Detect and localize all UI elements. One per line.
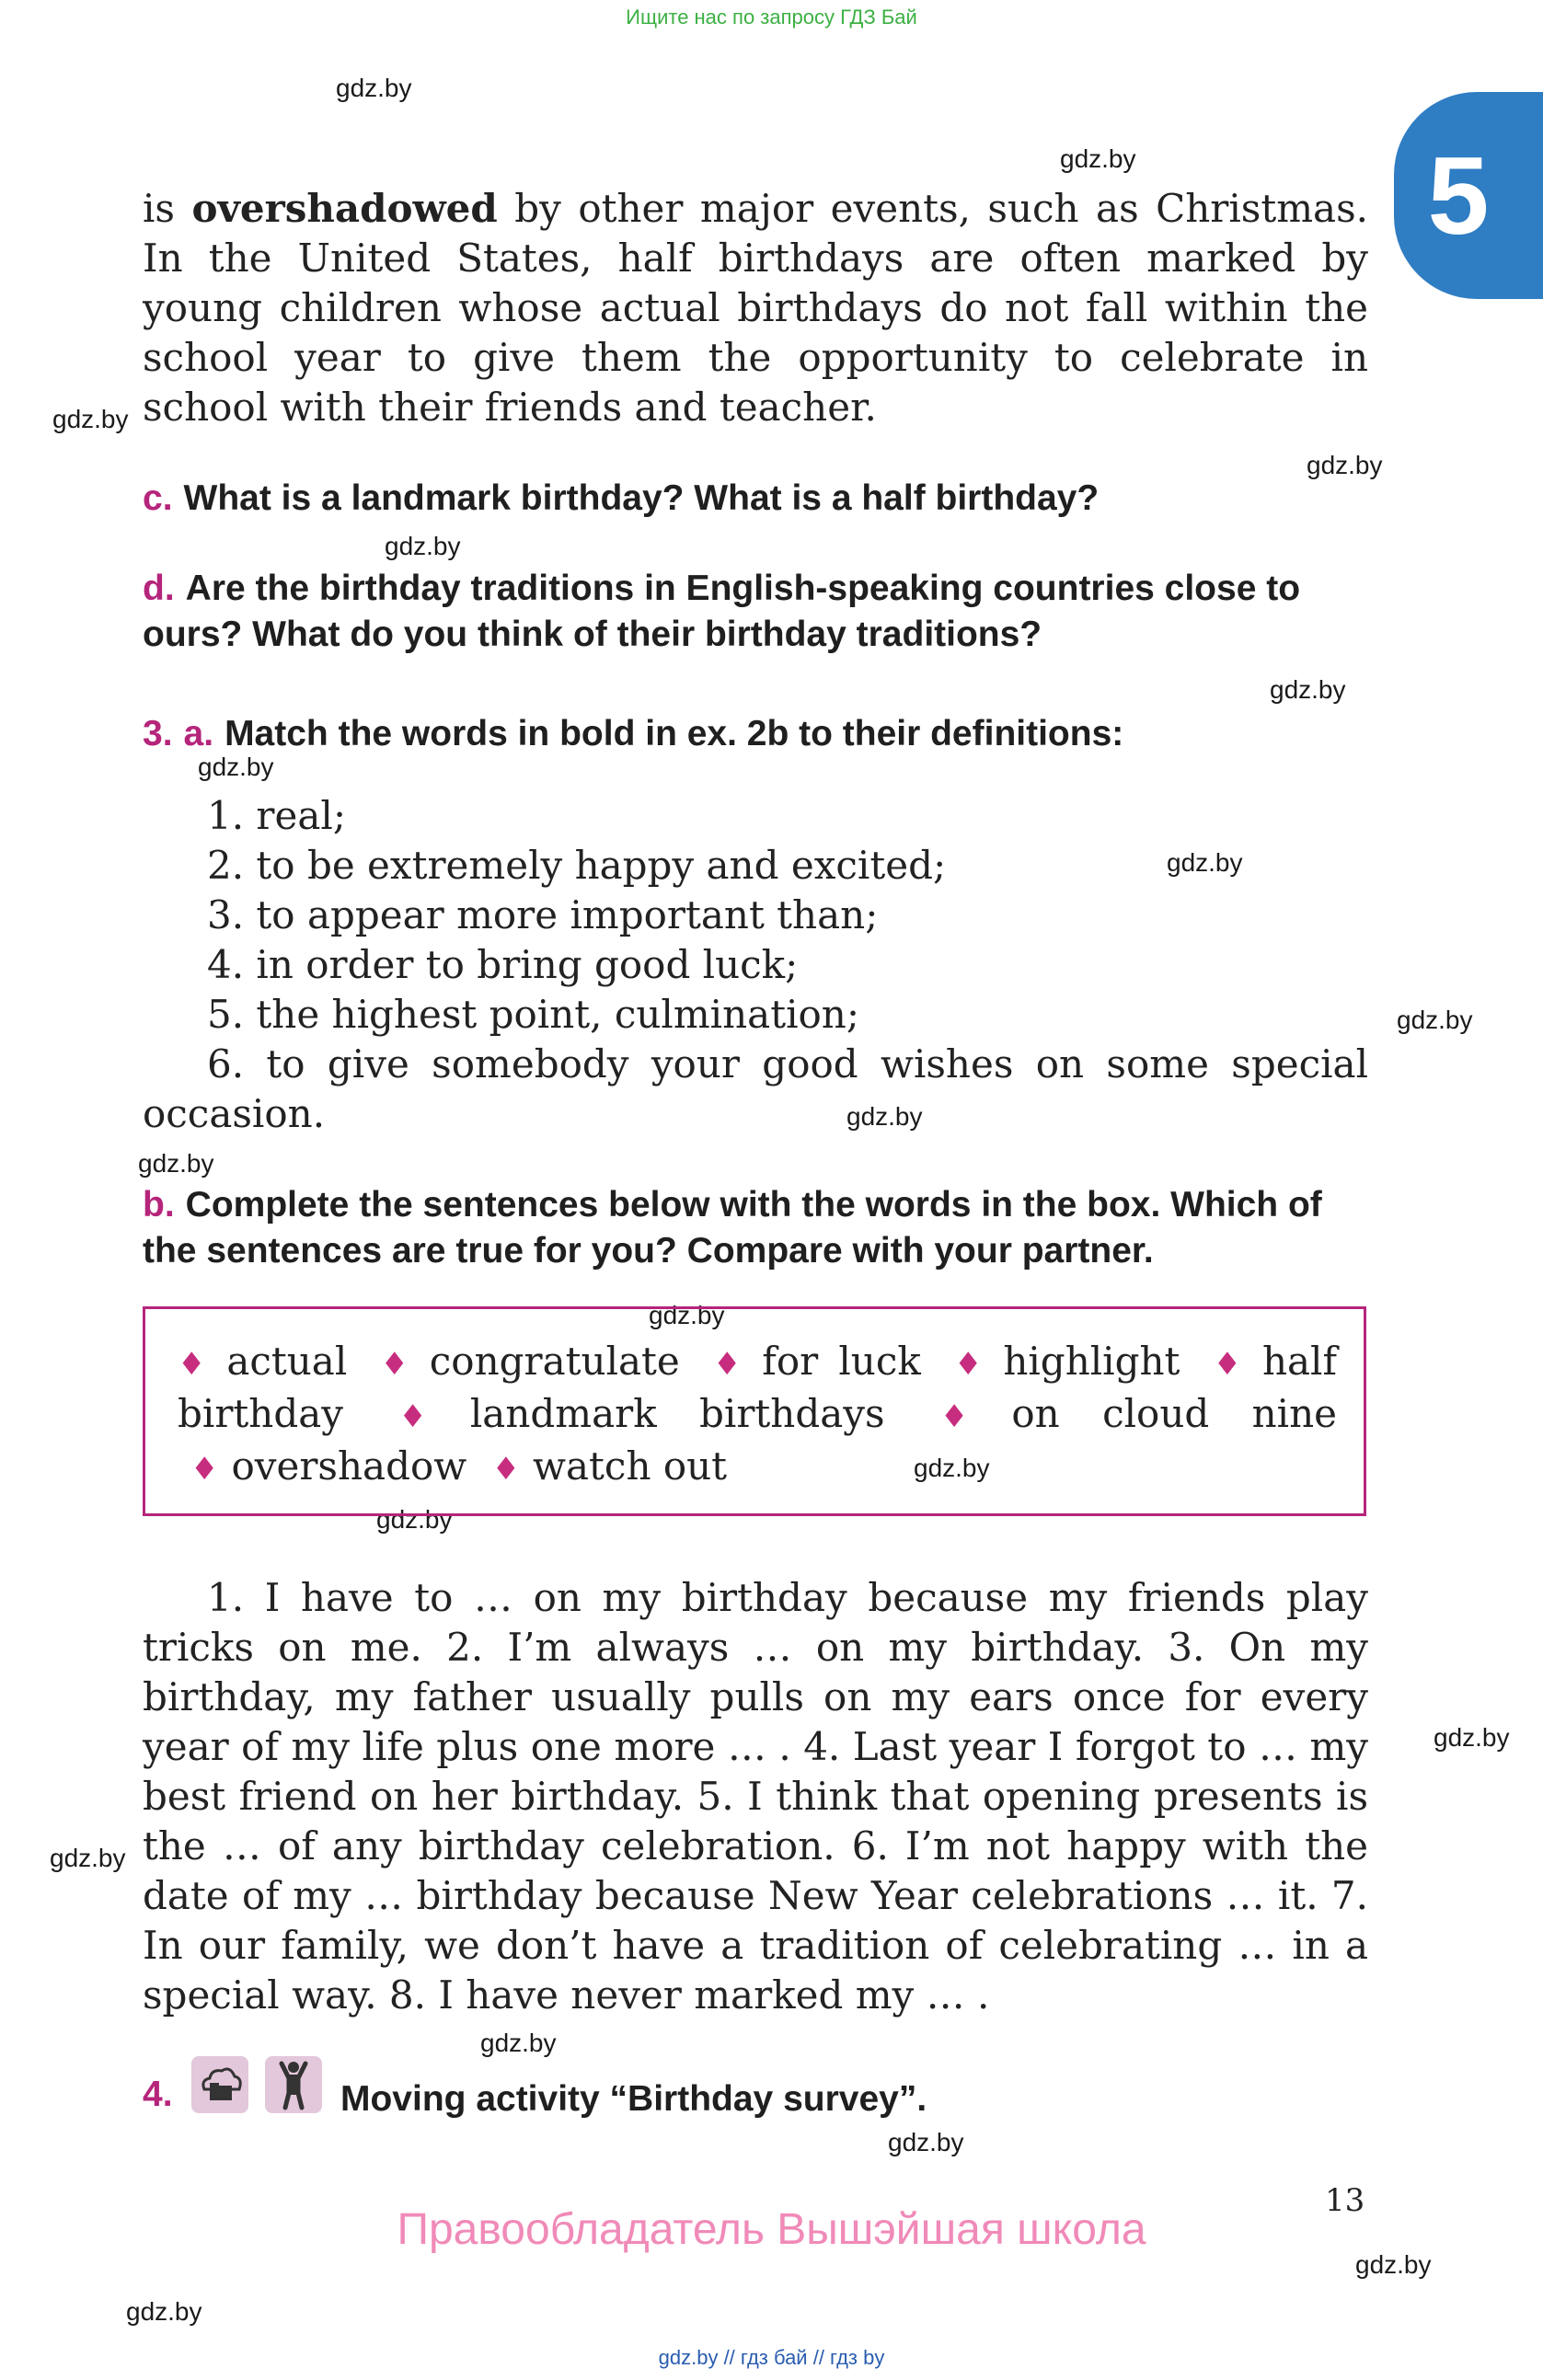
task-4-text: Moving activity “Birthday survey”. — [340, 2079, 927, 2119]
word-item: congratulate — [429, 1339, 680, 1384]
list-item: 3. to appear more important than; — [207, 892, 879, 937]
intro-paragraph — [143, 184, 1368, 432]
diamond-icon: ♦ — [190, 1451, 219, 1488]
watermark: gdz.by — [376, 1505, 453, 1534]
task-text: What is a landmark birthday? What is a half birthday? — [183, 478, 1100, 518]
diamond-icon: ♦ — [1213, 1346, 1249, 1383]
word-box — [143, 1306, 1366, 1516]
person-moving-icon — [265, 2056, 322, 2113]
watermark: gdz.by — [649, 1301, 725, 1329]
watermark: gdz.by — [1397, 1006, 1473, 1034]
watermark: gdz.by — [52, 405, 129, 433]
watermark: gdz.by — [50, 1844, 126, 1872]
top-banner: Ищите нас по запросу ГДЗ Бай — [626, 6, 917, 29]
word-item: on cloud nine — [1011, 1391, 1338, 1436]
task-marker: c. — [143, 478, 173, 518]
watermark: gdz.by — [914, 1454, 990, 1482]
task-marker: d. — [143, 569, 175, 608]
diamond-icon: ♦ — [380, 1346, 417, 1383]
diamond-icon: ♦ — [939, 1398, 999, 1435]
watermark: gdz.by — [1307, 451, 1383, 479]
task-text: Complete the sentences below with the words in the box. Which of the sentences are true for you? Compare with your partner. — [143, 1185, 1322, 1270]
word-item: actual — [226, 1339, 348, 1384]
task-marker: b. — [143, 1185, 175, 1224]
task-d — [143, 566, 1376, 658]
task-number: 4. — [143, 2075, 173, 2114]
diamond-icon: ♦ — [491, 1451, 521, 1488]
watermark: gdz.by — [888, 2128, 964, 2156]
watermark: gdz.by — [846, 1102, 923, 1131]
list-item: 1. real; — [207, 793, 346, 838]
watermark: gdz.by — [385, 532, 461, 560]
intro-text-rest: by other major events, such as Christmas. In the United States, half birthdays are often marked by young children whose actual birthdays do not fall within the school year to give them the opportunity to celebrate in school with their friends and teacher. — [143, 186, 1369, 430]
watermark: gdz.by — [126, 2297, 202, 2326]
watermark: gdz.by — [336, 74, 412, 102]
word-item: landmark birthdays — [469, 1391, 885, 1436]
cloud-folder-icon — [191, 2056, 248, 2113]
list-item: 4. in order to bring good luck; — [207, 942, 799, 987]
chapter-number: 5 — [1427, 133, 1490, 258]
bottom-links: gdz.by // гдз бай // гдз by — [658, 2346, 885, 2369]
watermark: gdz.by — [1355, 2250, 1432, 2279]
watermark: gdz.by — [198, 753, 274, 781]
bold-word: overshadowed — [191, 186, 498, 231]
diamond-icon: ♦ — [398, 1398, 457, 1435]
word-item: half birthday — [178, 1339, 1338, 1436]
word-item: highlight — [1003, 1339, 1180, 1384]
task-text: Are the birthday traditions in English-speaking countries close to ours? What do you think of their birthday traditions? — [143, 569, 1301, 654]
intro-text-start: is — [143, 186, 192, 231]
watermark: gdz.by — [1167, 848, 1243, 877]
task-3b — [143, 1182, 1376, 1274]
chapter-tab — [1394, 92, 1543, 299]
task-3a — [143, 711, 1376, 757]
list-item: 2. to be extremely happy and excited; — [207, 843, 947, 888]
watermark: gdz.by — [1270, 675, 1346, 704]
word-box-content — [178, 1337, 1337, 1494]
watermark: gdz.by — [138, 1149, 214, 1178]
task-marker: a. — [183, 714, 214, 753]
diamond-icon: ♦ — [954, 1346, 991, 1383]
definitions-list — [143, 791, 1368, 1040]
footer-credit: Правообладатель Вышэйшая школа — [397, 2205, 1146, 2254]
page-number: 13 — [1325, 2182, 1365, 2219]
word-item: overshadow — [231, 1443, 467, 1489]
watermark: gdz.by — [1060, 144, 1136, 173]
task-c — [143, 476, 1376, 522]
watermark: gdz.by — [1434, 1723, 1510, 1752]
word-item: watch out — [533, 1443, 728, 1489]
diamond-icon: ♦ — [712, 1346, 750, 1383]
list-item: 5. the highest point, culmination; — [207, 992, 859, 1037]
diamond-icon: ♦ — [178, 1346, 214, 1383]
task-text: Match the words in bold in ex. 2b to their definitions: — [225, 714, 1124, 753]
watermark: gdz.by — [480, 2029, 557, 2057]
task-number: 3. — [143, 714, 173, 753]
exercise-text: 1. I have to … on my birthday because my friends play tricks on me. 2. I’m always … on my birthday. 3. On my birthday, my father usually pulls on my ears once for every year of my life plus one more … . 4. Last year I forgot to … my best friend on her birthday. 5. I think that opening presents is the … of any birthday celebration. 6. I’m not happy with the date of my … birthday because New Year celebrations … it. 7. In our family, we don’t have a tradition of celebrating … in a special way. 8. I have never marked my … . — [143, 1575, 1368, 2018]
definition-6: 6. to give somebody your good wishes on some special occasion. — [143, 1041, 1368, 1136]
word-item: for luck — [762, 1339, 921, 1384]
